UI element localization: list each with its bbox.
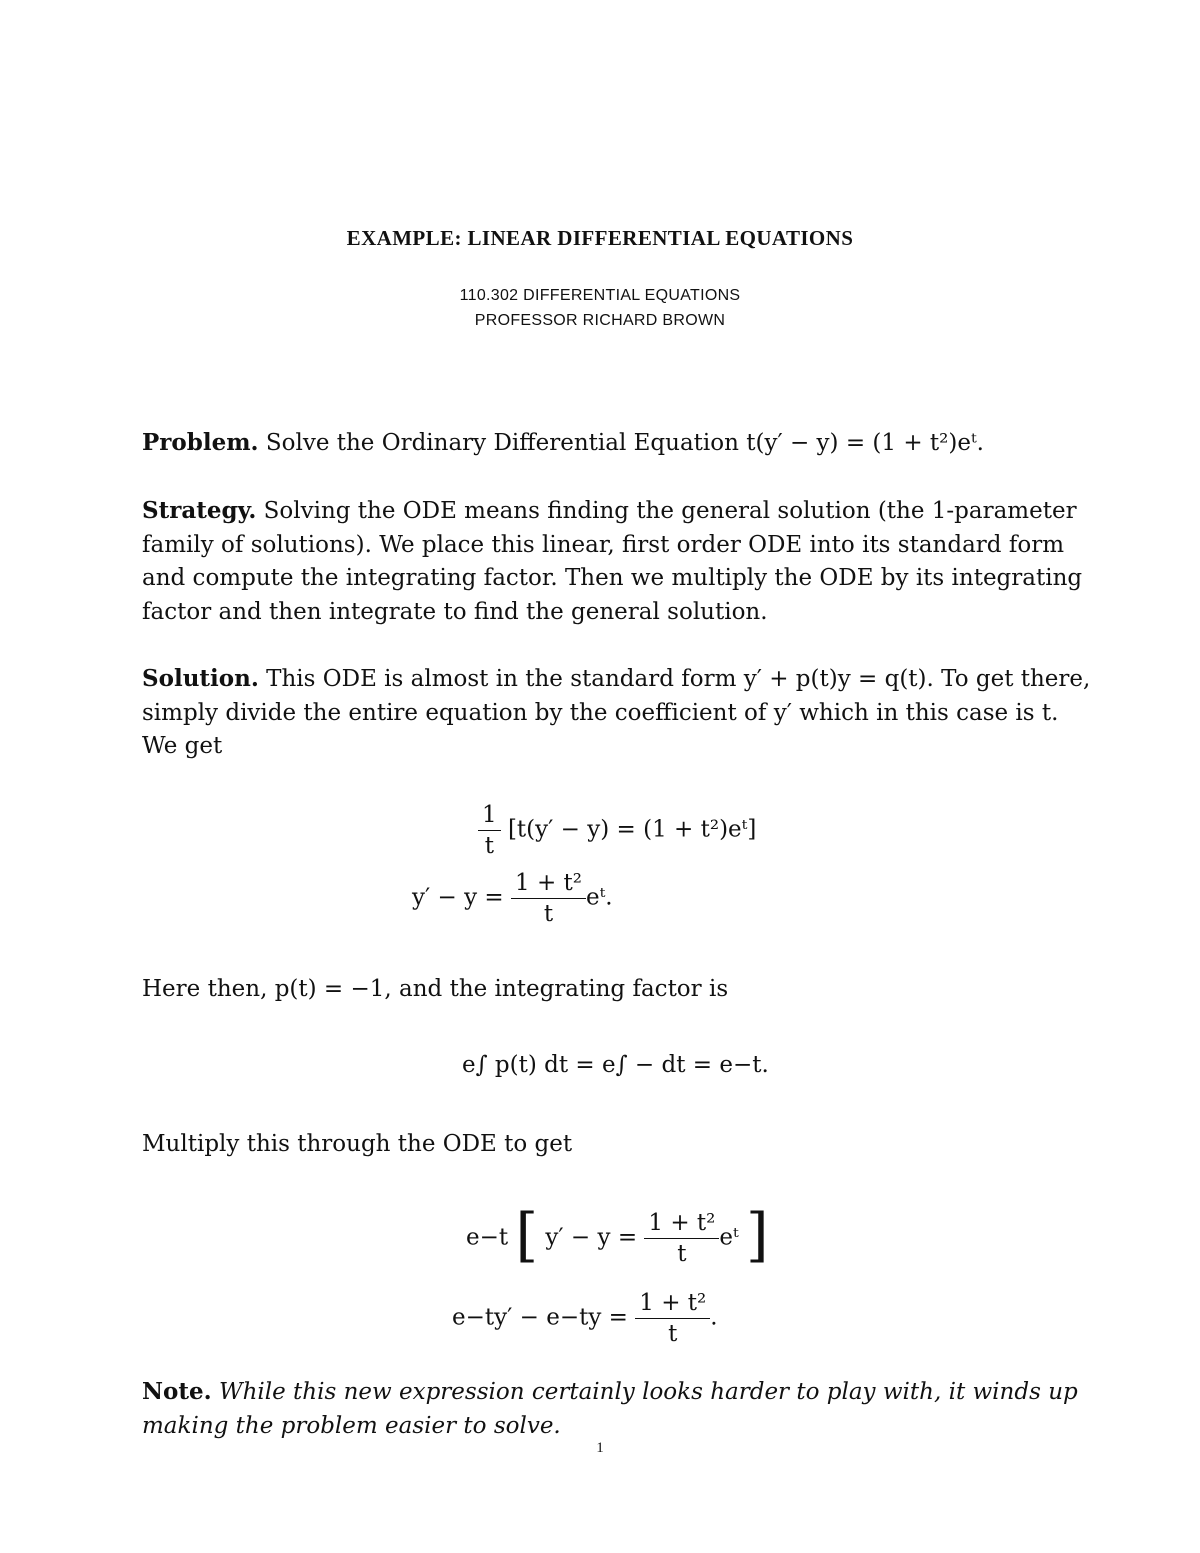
fraction-numerator: 1 + t² xyxy=(635,1288,710,1319)
equation-tail: . xyxy=(710,1304,718,1331)
strategy-label: Strategy. xyxy=(142,497,257,524)
fraction-denominator: t xyxy=(484,833,494,859)
equation-multiply-line2 xyxy=(452,1288,718,1349)
equation-lhs: y′ − y = xyxy=(545,1224,638,1251)
fraction-numerator: 1 xyxy=(478,800,501,831)
fraction-numerator: 1 + t² xyxy=(644,1208,719,1239)
professor-name: PROFESSOR RICHARD BROWN xyxy=(474,312,726,329)
fraction-numerator: 1 + t² xyxy=(511,868,586,899)
fraction-one-plus-t2-over-t xyxy=(511,868,586,929)
fraction-one-plus-t2-over-t xyxy=(644,1208,719,1269)
note-text: While this new expression certainly looks harder to play with, it winds up making the problem easier to solve. xyxy=(142,1379,1078,1439)
problem-paragraph xyxy=(142,426,1092,461)
fraction-one-over-t xyxy=(478,800,501,861)
problem-text: Solve the Ordinary Differential Equation t(y′ − y) = (1 + t²)eᵗ. xyxy=(265,430,984,456)
equation-lhs: e−ty′ − e−ty = xyxy=(452,1304,628,1331)
page-number: 1 xyxy=(596,1440,604,1456)
fraction-denominator: t xyxy=(543,901,554,927)
solution-label: Solution. xyxy=(142,665,259,692)
equation-tail: eᵗ xyxy=(719,1224,739,1251)
equation-body: [t(y′ − y) = (1 + t²)eᵗ] xyxy=(507,816,757,843)
solution-paragraph xyxy=(142,662,1092,764)
strategy-paragraph xyxy=(142,494,1092,629)
solution-text: This ODE is almost in the standard form y′ + p(t)y = q(t). To get there, simply divide the entire equation by the coefficient of y′ which in this case is t. We get xyxy=(142,666,1091,759)
here-then-paragraph: Here then, p(t) = −1, and the integrating factor is xyxy=(142,976,729,1002)
multiply-paragraph: Multiply this through the ODE to get xyxy=(142,1131,573,1157)
document-title: EXAMPLE: LINEAR DIFFERENTIAL EQUATIONS xyxy=(346,226,854,250)
fraction-denominator: t xyxy=(677,1241,687,1267)
equation-divide-line1 xyxy=(478,800,756,861)
note-label: Note. xyxy=(142,1378,212,1405)
equation-multiply-line1 xyxy=(466,1200,769,1269)
strategy-text: Solving the ODE means finding the general solution (the 1-parameter family of solutions). We place this linear, first order ODE into its standard form and compute the integrating factor. Then we multiply the ODE by its integrating factor and then integrate to find the general solution. xyxy=(142,498,1083,625)
fraction-denominator: t xyxy=(668,1321,678,1347)
equation-prefix: e−t xyxy=(466,1224,509,1251)
integrating-factor-equation: e∫ p(t) dt = e∫ − dt = e−t. xyxy=(462,1052,769,1078)
course-name: 110.302 DIFFERENTIAL EQUATIONS xyxy=(459,287,741,304)
right-bracket: ] xyxy=(746,1200,769,1269)
equation-tail: eᵗ. xyxy=(586,884,613,911)
problem-label: Problem. xyxy=(142,429,259,456)
note-paragraph xyxy=(142,1375,1092,1443)
left-bracket: [ xyxy=(515,1200,539,1269)
fraction-one-plus-t2-over-t xyxy=(635,1288,710,1349)
equation-lhs: y′ − y = xyxy=(412,884,504,911)
equation-divide-line2 xyxy=(412,868,613,929)
